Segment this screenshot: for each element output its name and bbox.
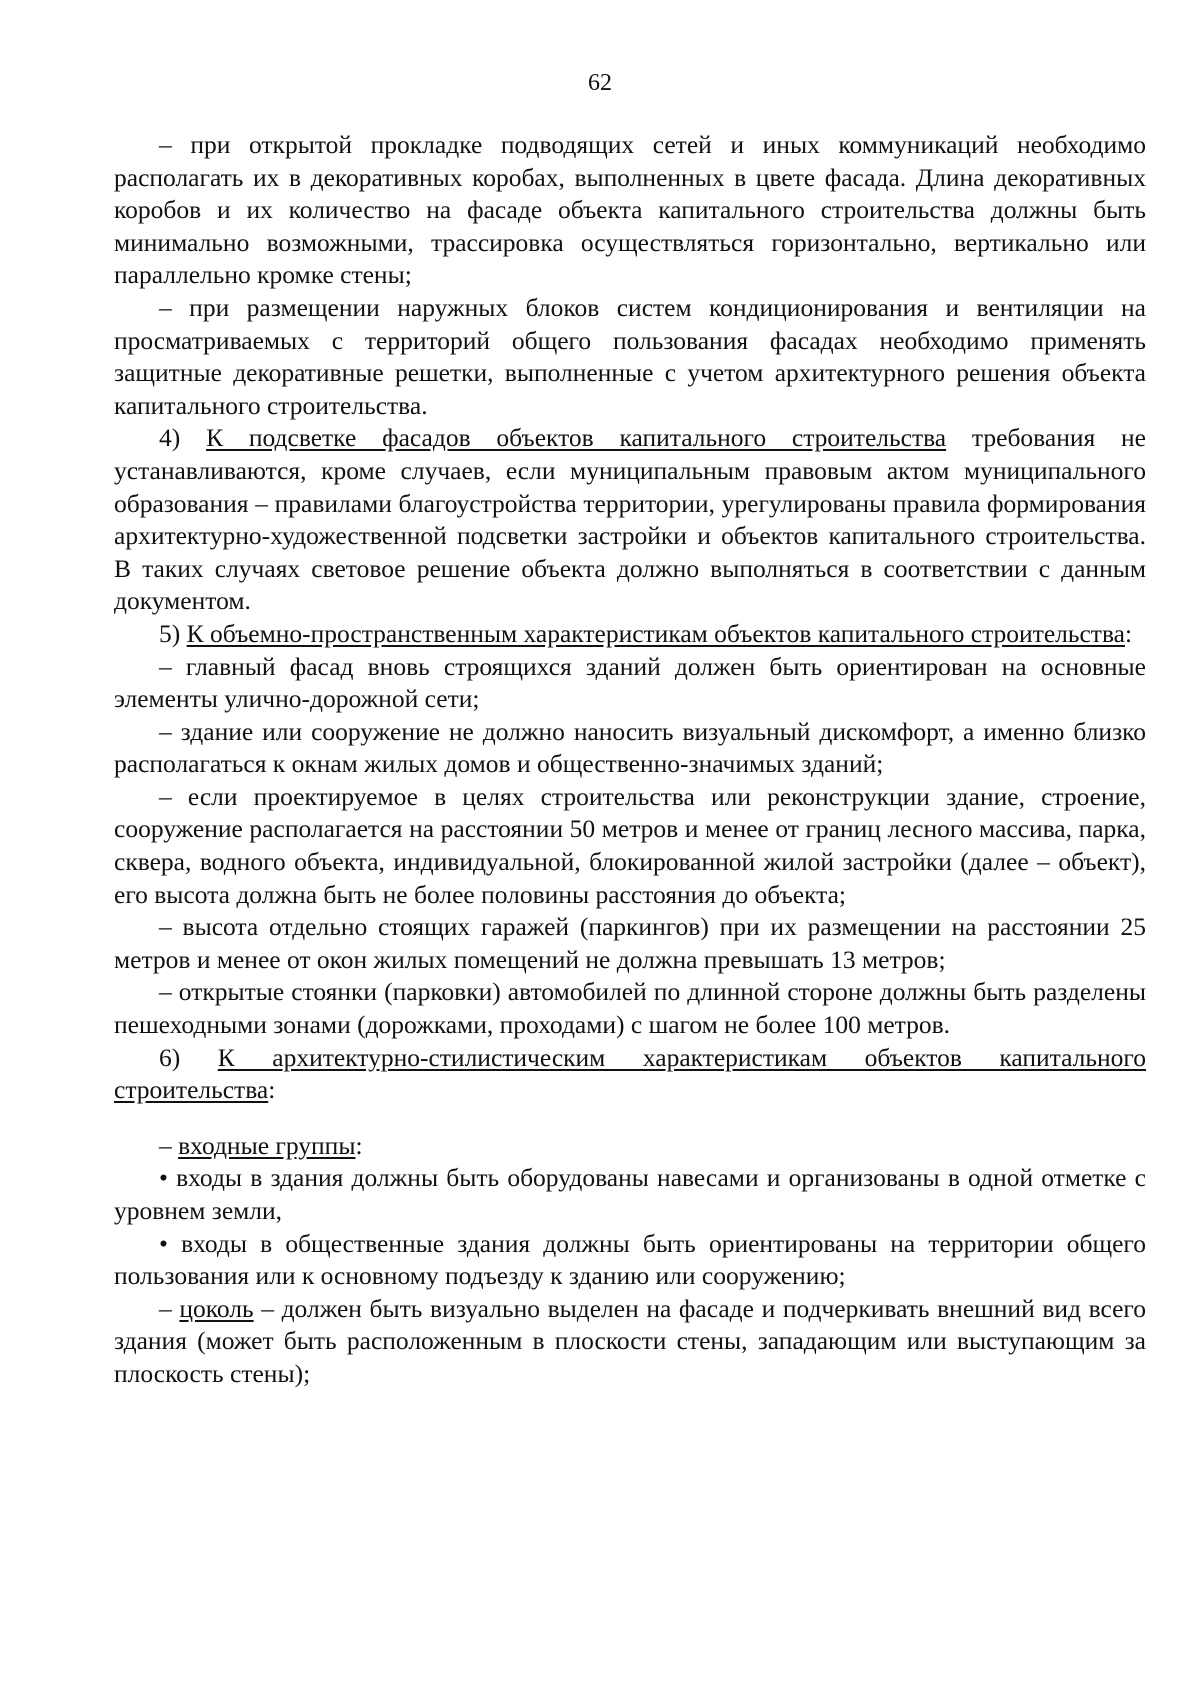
page-number: 62 bbox=[588, 70, 612, 96]
item-text: : bbox=[355, 1130, 363, 1160]
paragraph-facade-lighting bbox=[114, 422, 1146, 618]
paragraph-main-facade: – главный фасад вновь строящихся зданий должен быть ориентирован на основные элементы улично-дорожной сети; bbox=[114, 651, 1146, 714]
paragraph-ac-blocks: – при размещении наружных блоков систем кондиционирования и вентиляции на просматриваемых с территорий общего пользования фасадах необходимо применять защитные декоративные решетки, выполненные с учетом архитектурного решения объекта капитального строительства. bbox=[114, 292, 1146, 420]
paragraph-garage-height: – высота отдельно стоящих гаражей (паркингов) при их размещении на расстоянии 25 метров и менее от окон жилых помещений не должна превышать 13 метров; bbox=[114, 912, 1146, 974]
item-number: 6) bbox=[159, 1042, 218, 1072]
item-dash: – bbox=[159, 1293, 180, 1323]
bullet-public-entrances: • входы в общественные здания должны быть ориентированы на территории общего пользования или к основному подъезду к зданию или сооружению; bbox=[114, 1228, 1146, 1291]
document-body bbox=[114, 129, 1146, 1391]
paragraph-entrance-groups bbox=[114, 1130, 1146, 1163]
item-heading: входные группы bbox=[178, 1130, 356, 1160]
item-dash: – bbox=[159, 1130, 179, 1160]
bullet-entrance-canopies: • входы в здания должны быть оборудованы навесами и организованы в одной отметке с уровнем земли, bbox=[114, 1163, 1146, 1225]
item-text: – должен быть визуально выделен на фасаде и подчеркивать внешний вид всего здания (может быть расположенным в плоскости стены, западающим или выступающим за плоскость стены); bbox=[114, 1293, 1147, 1388]
item-text: требования не устанавливаются, кроме случаев, если муниципальным правовым актом муниципального образования – правилами благоустройства территории, урегулированы правила формирования архитектурно-художественной подсветки застройки и объектов капитального строительства. В таких случаях световое решение объекта должно выполняться в соответствии с данным документом. bbox=[114, 423, 1146, 616]
paragraph-open-networks: – при открытой прокладке подводящих сетей и иных коммуникаций необходимо располагать их в декоративных коробах, выполненных в цвете фасада. Длина декоративных коробов и их количество на фасаде объекта капитального строительства должны быть минимально возможными, трассировка осуществляться горизонтально, вертикально или параллельно кромке стены; bbox=[114, 130, 1146, 290]
item-text: : bbox=[268, 1075, 276, 1105]
paragraph-plinth bbox=[114, 1293, 1146, 1391]
item-heading: К архитектурно-стилистическим характеристикам объектов капитального строительства bbox=[114, 1042, 1146, 1105]
item-number: 4) bbox=[159, 423, 207, 453]
paragraph-building-height: – если проектируемое в целях строительства или реконструкции здание, строение, сооружение располагается на расстоянии 50 метров и менее от границ лесного массива, парка, сквера, водного объекта, индивидуальной, блокированной жилой застройки (далее – объект), его высота должна быть не более половины расстояния до объекта; bbox=[114, 781, 1146, 909]
paragraph-architectural-style bbox=[114, 1042, 1146, 1107]
item-number: 5) bbox=[159, 618, 187, 648]
paragraph-visual-discomfort: – здание или сооружение не должно наносить визуальный дискомфорт, а именно близко располагаться к окнам жилых домов и общественно-значимых зданий; bbox=[114, 716, 1146, 779]
item-text: : bbox=[1124, 618, 1133, 648]
paragraph-parking-zones: – открытые стоянки (парковки) автомобилей по длинной стороне должны быть разделены пешеходными зонами (дорожками, проходами) с шагом не более 100 метров. bbox=[114, 977, 1146, 1040]
item-heading: цоколь bbox=[179, 1293, 254, 1323]
item-heading: К подсветке фасадов объектов капитального строительства bbox=[206, 423, 947, 453]
item-heading: К объемно-пространственным характеристикам объектов капитального строительства bbox=[186, 618, 1125, 648]
paragraph-volume-spatial bbox=[114, 618, 1146, 651]
